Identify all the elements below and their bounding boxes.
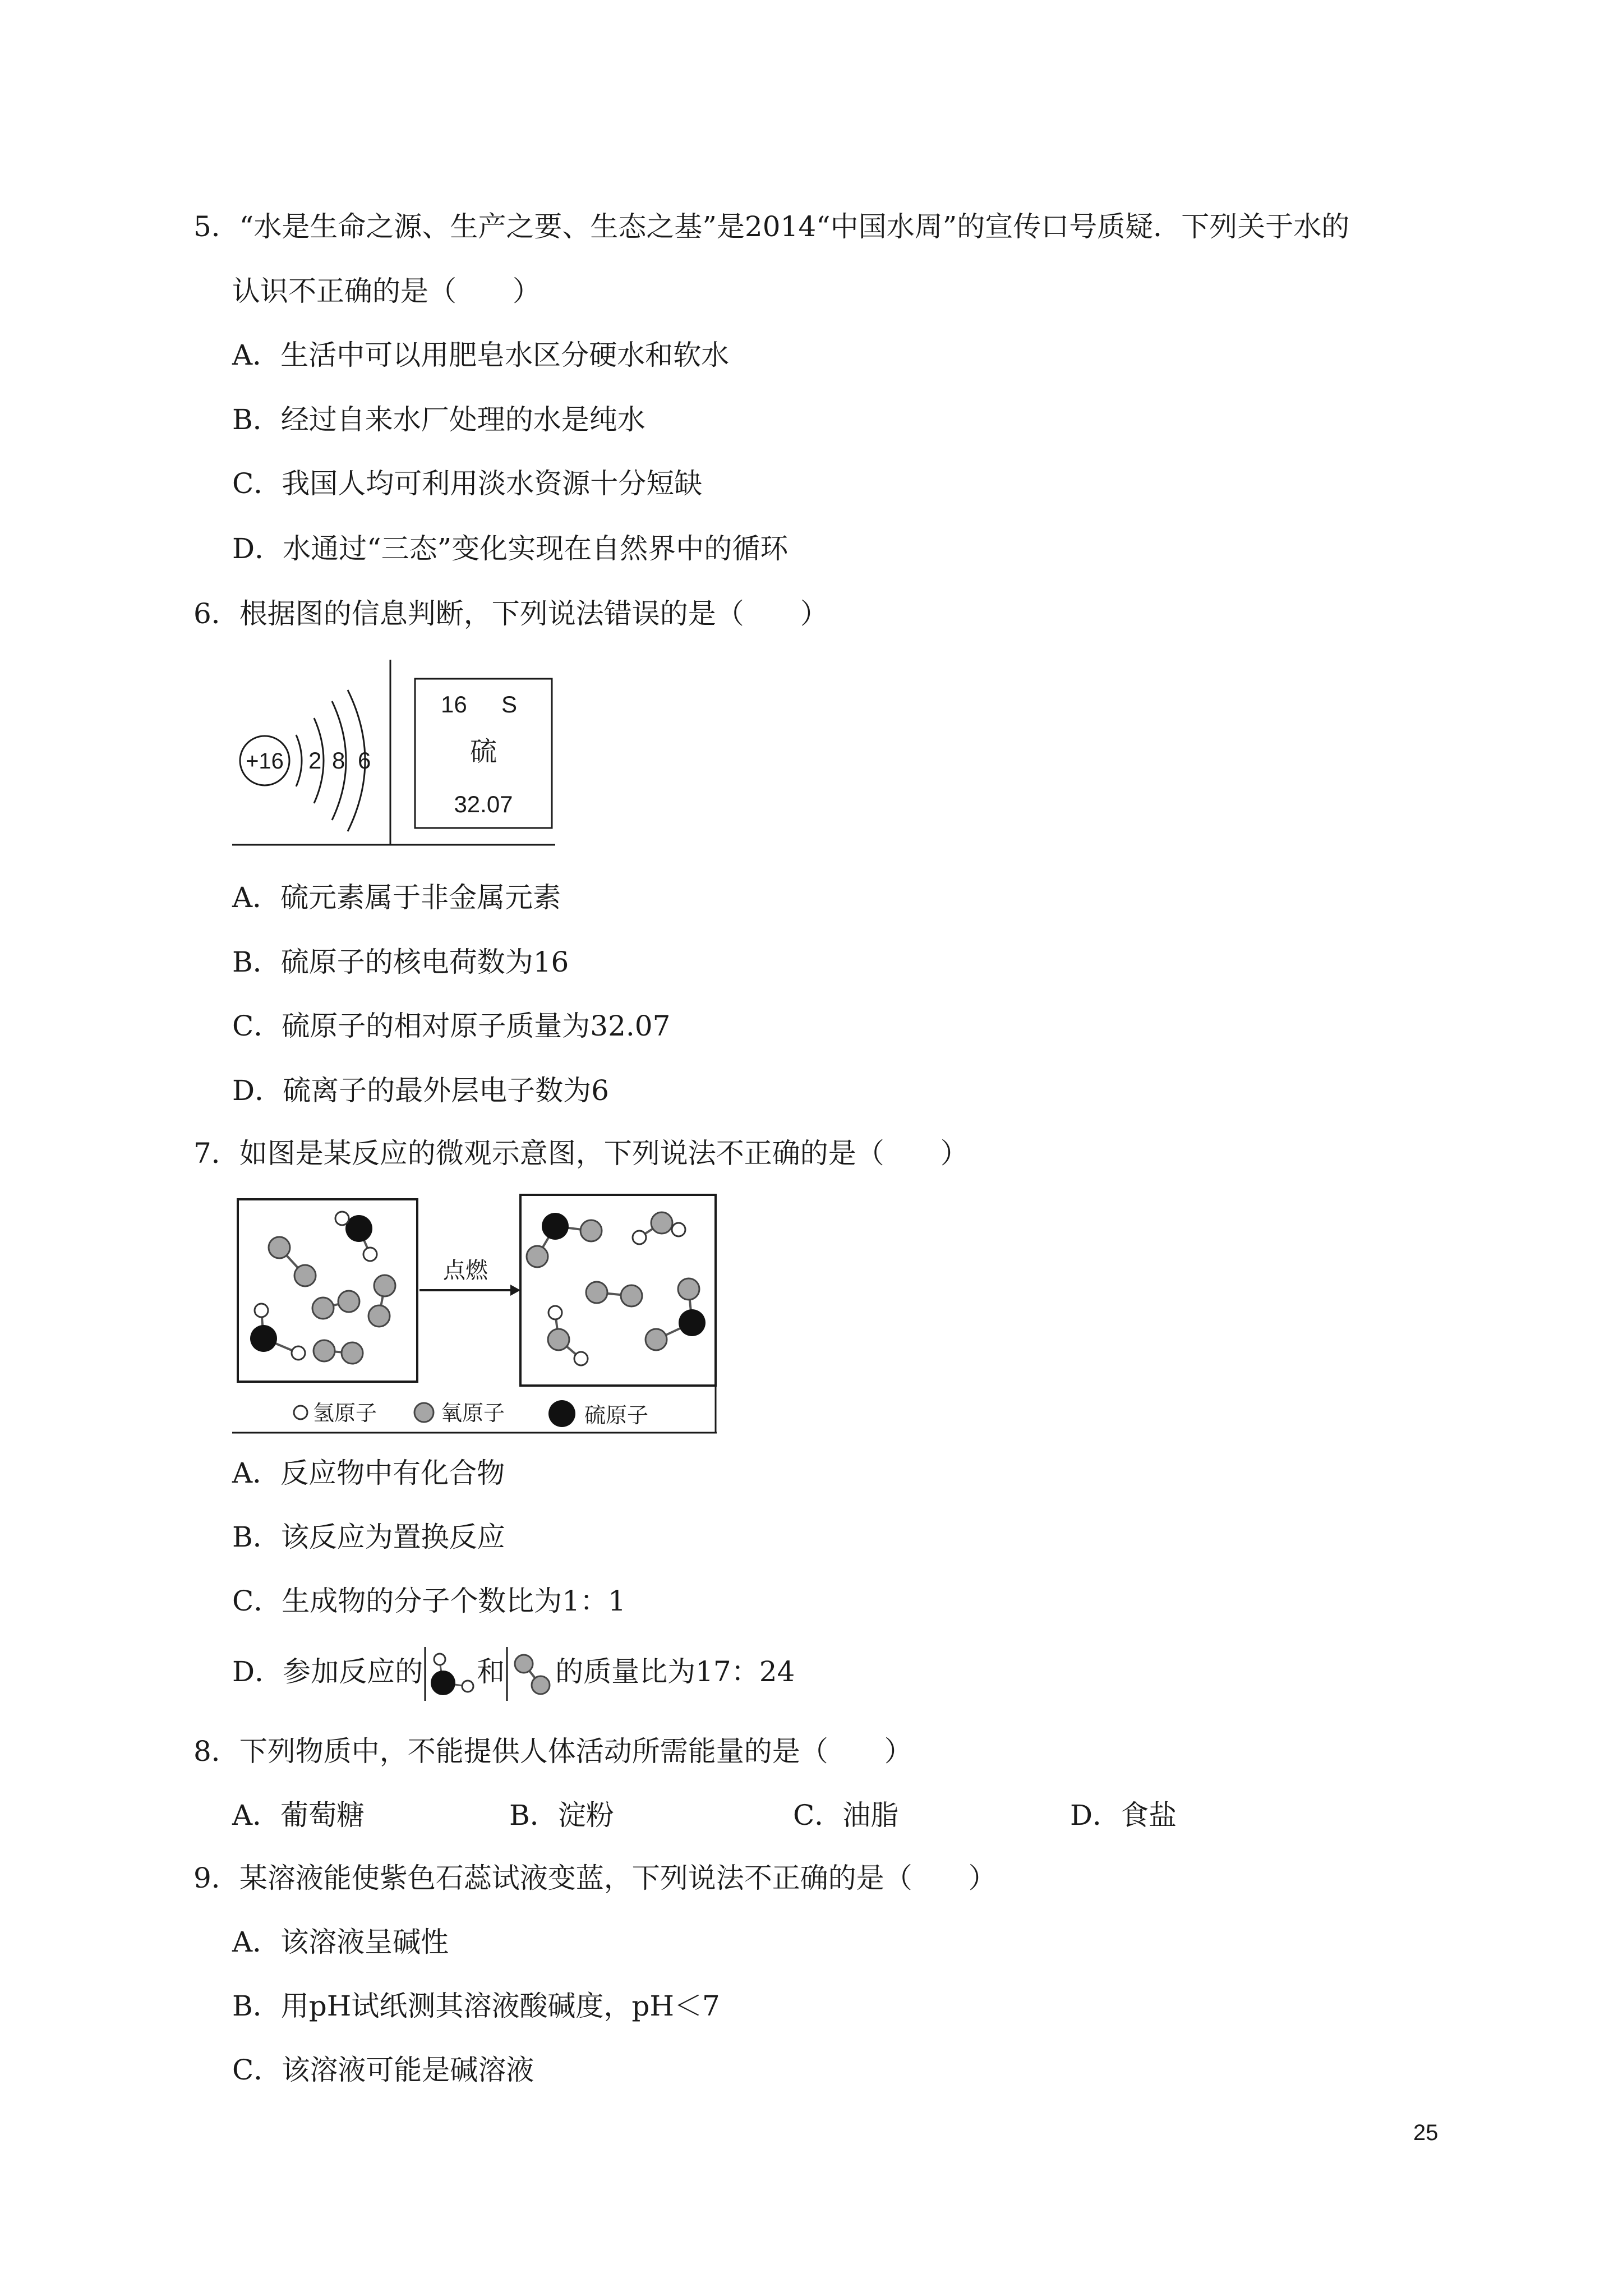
shell-3-electrons: 6 (358, 747, 371, 774)
q5-option-b: B．经过自来水厂处理的水是纯水 (232, 403, 645, 436)
q7-stem: 7．如图是某反应的微观示意图，下列说法不正确的是（ ） (193, 1137, 969, 1170)
q8-stem: 8．下列物质中，不能提供人体活动所需能量的是（ ） (193, 1735, 912, 1768)
shell-1-electrons: 2 (308, 747, 322, 774)
q8-option-b: B．淀粉 (509, 1799, 614, 1832)
o2-molecule-icon (505, 1646, 555, 1702)
q7-option-b: B．该反应为置换反应 (232, 1521, 505, 1553)
q7-option-a: A．反应物中有化合物 (232, 1457, 505, 1489)
q7-option-d-prefix: D．参加反应的 (232, 1655, 423, 1688)
q7-option-d-suffix: 的质量比为17：24 (555, 1655, 795, 1688)
q9-option-b: B．用pH试纸测其溶液酸碱度，pH＜7 (232, 1990, 720, 2022)
legend-hydrogen-icon (294, 1406, 307, 1419)
o2-molecule-1 (269, 1237, 316, 1286)
legend-oxygen-icon (414, 1403, 434, 1422)
o2-molecule-4 (313, 1340, 363, 1364)
sulfur-atom-figure (230, 656, 566, 847)
q8-option-a: A．葡萄糖 (232, 1799, 365, 1832)
page-number: 25 (1413, 2120, 1438, 2145)
legend-sulfur: 硫原子 (584, 1403, 649, 1428)
atomic-number: 16 (441, 691, 467, 717)
nucleus-charge: +16 (246, 749, 284, 774)
h2o-molecule-1 (633, 1212, 685, 1244)
arrow-label: 点燃 (443, 1258, 488, 1283)
h2s-molecule-1 (335, 1212, 377, 1261)
shell-arc-1 (296, 735, 302, 786)
o2-molecule-3 (368, 1275, 395, 1327)
so2-molecule-1 (527, 1213, 602, 1267)
q5-stem-line2: 认识不正确的是（ ） (232, 275, 541, 307)
atomic-mass: 32.07 (454, 791, 513, 817)
element-symbol: S (501, 691, 518, 717)
q9-option-c: C．该溶液可能是碱溶液 (232, 2054, 534, 2086)
reaction-micro-diagram (230, 1194, 718, 1435)
shell-2-electrons: 8 (332, 747, 345, 774)
q6-option-a: A．硫元素属于非金属元素 (232, 881, 561, 914)
legend-sulfur-icon (548, 1400, 575, 1427)
q9-option-a: A．该溶液呈碱性 (232, 1926, 449, 1958)
legend-oxygen: 氧原子 (441, 1401, 505, 1425)
h2o-molecule-2 (548, 1306, 588, 1365)
legend-hydrogen: 氢原子 (313, 1401, 377, 1425)
so2-molecule-2 (645, 1278, 706, 1350)
q8-option-c: C．油脂 (793, 1799, 899, 1832)
q7-option-d-and: 和 (477, 1655, 505, 1688)
q6-option-c: C．硫原子的相对原子质量为32.07 (232, 1010, 671, 1042)
q6-option-b: B．硫原子的核电荷数为16 (232, 946, 569, 978)
q6-stem: 6．根据图的信息判断，下列说法错误的是（ ） (193, 597, 828, 630)
o2-leftover-molecule (586, 1282, 642, 1306)
q9-stem: 9．某溶液能使紫色石蕊试液变蓝，下列说法不正确的是（ ） (193, 1862, 997, 1894)
q5-option-a: A．生活中可以用肥皂水区分硬水和软水 (232, 339, 730, 371)
h2s-molecule-icon (423, 1646, 477, 1702)
q7-option-d (232, 1644, 795, 1702)
q5-option-c: C．我国人均可利用淡水资源十分短缺 (232, 467, 703, 500)
q5-stem-line1: 5．“水是生命之源、生产之要、生态之基”是2014“中国水周”的宣传口号质疑．下列关于水的 (193, 210, 1350, 243)
q5-option-d: D．水通过“三态”变化实现在自然界中的循环 (232, 532, 789, 565)
o2-molecule-2 (312, 1291, 359, 1319)
q6-option-d: D．硫离子的最外层电子数为6 (232, 1074, 609, 1107)
h2s-molecule-2 (250, 1304, 305, 1360)
q8-option-d: D．食盐 (1070, 1799, 1177, 1832)
element-name: 硫 (469, 736, 497, 767)
q7-option-c: C．生成物的分子个数比为1：1 (232, 1585, 626, 1617)
